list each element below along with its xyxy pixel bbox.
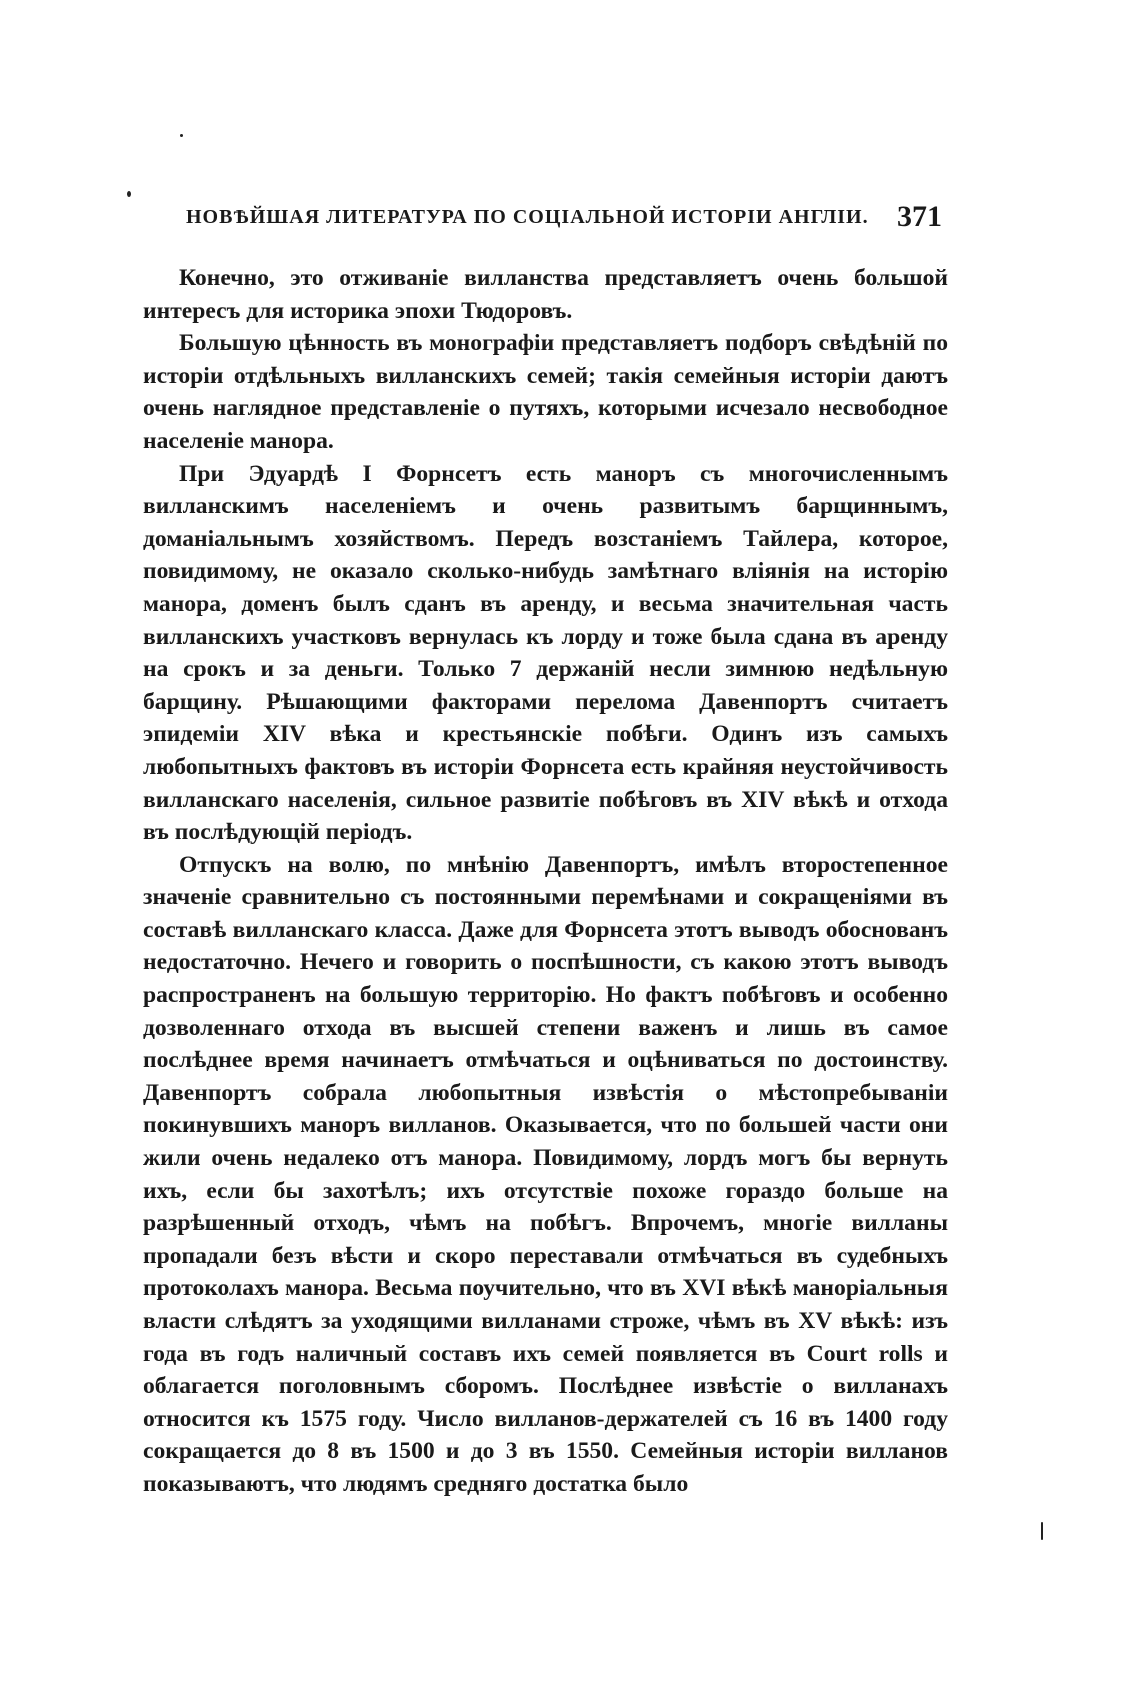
- scan-speck: [1041, 1522, 1043, 1540]
- page-number: 371: [897, 200, 942, 233]
- running-head: [186, 200, 942, 234]
- paragraph: Отпускъ на волю, по мнѣнію Давенпортъ, имѣлъ второстепенное значеніе сравнительно съ постоянными перемѣнами и сокращеніями въ составѣ вилланскаго класса. Даже для Форнсета этотъ выводъ обоснованъ недостаточно. Нечего и говорить о поспѣшности, съ какою этотъ выводъ распространенъ на большую территорію. Но фактъ побѣговъ и особенно дозволеннаго отхода въ высшей степени важенъ и лишь въ самое послѣднее время начинаетъ отмѣчаться и оцѣниваться по достоинству. Давенпортъ собрала любопытныя извѣстія о мѣстопребываніи покинувшихъ маноръ вилланов. Оказывается, что по большей части они жили очень недалеко отъ манора. Повидимому, лордъ могъ бы вернуть ихъ, если бы захотѣлъ; ихъ отсутствіе похоже гораздо больше на разрѣшенный отходъ, чѣмъ на побѣгъ. Впрочемъ, многіе вилланы пропадали безъ вѣсти и скоро переставали отмѣчаться въ судебныхъ протоколахъ манора. Весьма поучительно, что въ XVI вѣкѣ маноріальныя власти слѣдятъ за уходящими вилланами строже, чѣмъ въ XV вѣкѣ: изъ года въ годъ наличный составъ ихъ семей появляется въ Court rolls и облагается поголовнымъ сборомъ. Послѣднее извѣстіе о вилланахъ относится къ 1575 году. Число вилланов-держателей съ 16 въ 1400 году сокращается до 8 въ 1500 и до 3 въ 1550. Семейныя исторіи вилланов показываютъ, что людямъ средняго достатка было: [143, 851, 948, 1497]
- scan-speck: [127, 191, 131, 197]
- paragraph: При Эдуардѣ I Форнсетъ есть маноръ съ многочисленнымъ вилланскимъ населеніемъ и очень развитымъ барщиннымъ, доманіальнымъ хозяйствомъ. Передъ возстаніемъ Тайлера, которое, повидимому, не оказало сколько-нибудь замѣтнаго вліянія на исторію манора, доменъ былъ сданъ въ аренду, и весьма значительная часть вилланскихъ участковъ вернулась къ лорду и тоже была сдана въ аренду на срокъ и за деньги. Только 7 держаній несли зимнюю недѣльную барщину. Рѣшающими факторами перелома Давенпортъ считаетъ эпидеміи XIV вѣка и крестьянскіе побѣги. Одинъ изъ самыхъ любопытныхъ фактовъ въ исторіи Форнсета есть крайняя неустойчивость вилланскаго населенія, сильное развитіе побѣговъ въ XIV вѣкѣ и отхода въ послѣдующій періодъ.: [143, 460, 948, 846]
- paragraph: Конечно, это отживаніе вилланства представляетъ очень большой интересъ для историка эпохи Тюдоровъ.: [143, 265, 948, 324]
- scan-speck: [180, 134, 183, 137]
- paragraph: Большую цѣнность въ монографіи представляетъ подборъ свѣдѣній по исторіи отдѣльныхъ вилланскихъ семей; такія семейныя исторіи даютъ очень наглядное представленіе о путяхъ, которыми исчезало несвободное населеніе манора.: [143, 330, 948, 454]
- body-text: [143, 262, 948, 1501]
- running-title: НОВѢЙШАЯ ЛИТЕРАТУРА ПО СОЦІАЛЬНОЙ ИСТОРІИ АНГЛІИ.: [186, 206, 869, 228]
